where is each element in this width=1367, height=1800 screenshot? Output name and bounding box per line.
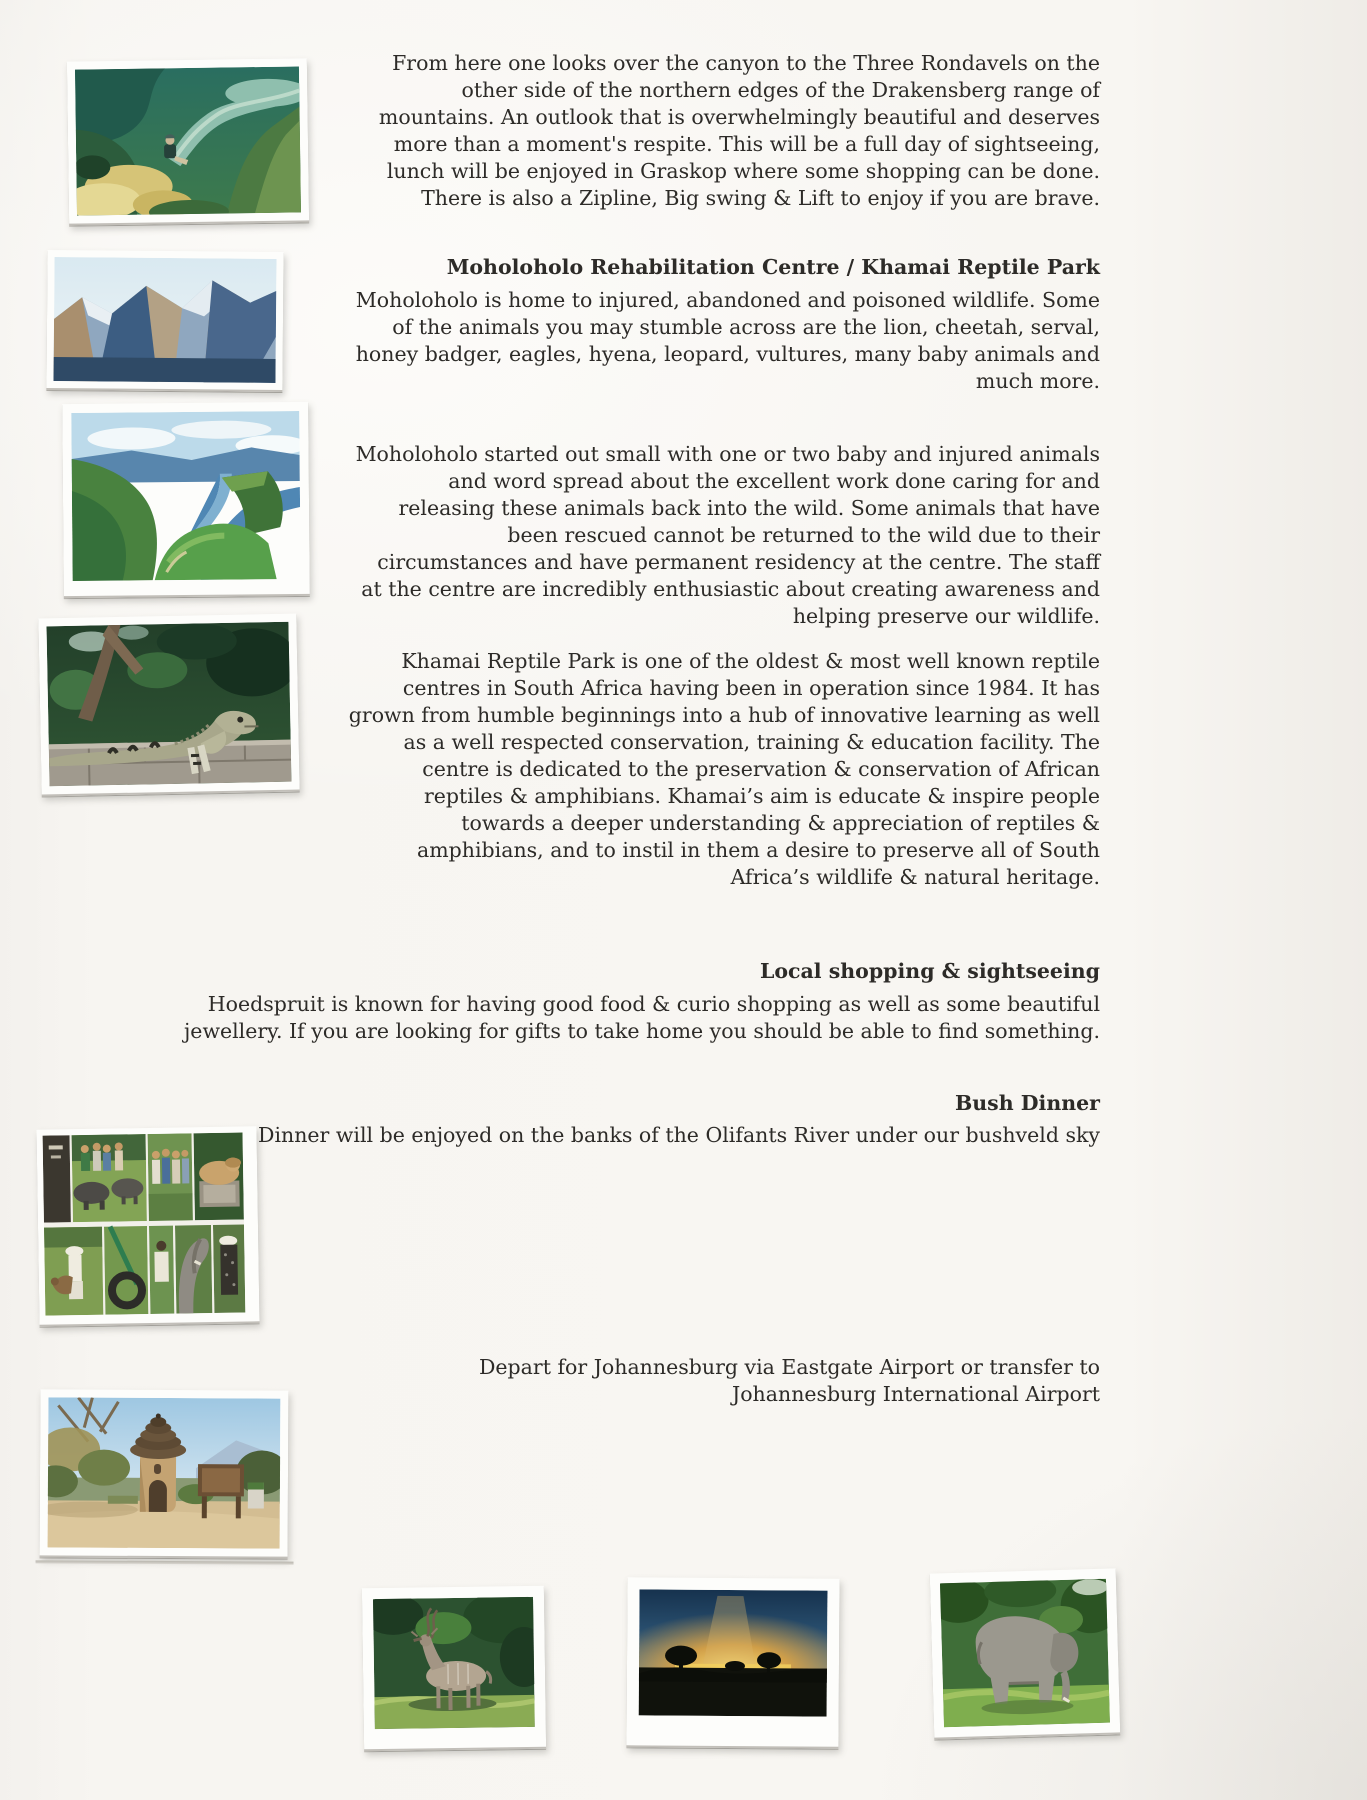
moholoholo-paragraph-1: Moholoholo is home to injured, abandoned and poisoned wildlife. Some of the animals you may stumble across are the lion, cheetah, serval, honey badger, eagles, hyena, leopard, vultures, many baby animals and much more. <box>355 288 1100 393</box>
sunset-illustration <box>639 1589 828 1716</box>
iguana-illustration <box>46 622 291 787</box>
intro-paragraph: From here one looks over the canyon to the Three Rondavels on the other side of the northern edges of the Drakensberg range of mountains. An outlook that is overwhelmingly beautiful and deserves more than a moment's respite. This will be a full day of sightseeing, lunch will be enjoyed in Graskop where some shopping can be done. There is also a Zipline, Big swing & Lift to enjoy if you are brave. <box>378 51 1100 210</box>
kudu-photo <box>362 1586 546 1752</box>
moholoholo-heading: Moholoholo Rehabilitation Centre / Khamai Reptile Park <box>446 255 1100 279</box>
canyon-overlook-illustration <box>75 66 301 215</box>
canyon-overlook-photo <box>67 58 309 225</box>
canyon-cliffs-illustration <box>53 257 276 383</box>
iguana-photo <box>38 614 299 797</box>
elephant-illustration <box>940 1579 1110 1728</box>
rehab-collage-illustration <box>43 1133 246 1316</box>
bush-dinner-paragraph: Dinner will be enjoyed on the banks of the Olifants River under our bushveld sky <box>258 1123 1100 1147</box>
entrance-tower-photo <box>40 1389 289 1558</box>
khamai-paragraph: Khamai Reptile Park is one of the oldest & most well known reptile centres in South Africa having been in operation since 1984. It has grown from humble beginnings into a hub of innovative learning as well as a well respected conservation, training & education facility. The centre is dedicated to the preservation & conservation of African reptiles & amphibians. Khamai’s aim is educate & inspire people towards a deeper understanding & appreciation of reptiles & amphibians, and to instil in them a desire to preserve all of South Africa’s wildlife & natural heritage. <box>348 649 1100 889</box>
elephant-photo <box>930 1568 1121 1739</box>
kudu-illustration <box>373 1597 535 1729</box>
shopping-paragraph: Hoedspruit is known for having good food & curio shopping as well as some beautiful jewellery. If you are looking for gifts to take home you should be able to find something. <box>183 992 1100 1043</box>
moholoholo-paragraph-2: Moholoholo started out small with one or two baby and injured animals and word spread about the excellent work done caring for and releasing these animals back into the wild. Some animals that have been rescued cannot be returned to the wild due to their circumstances and have permanent residency at the centre. The staff at the centre are incredibly enthusiastic about creating awareness and helping preserve our wildlife. <box>355 442 1100 628</box>
shopping-heading: Local shopping & sightseeing <box>759 959 1100 983</box>
depart-paragraph: Depart for Johannesburg via Eastgate Airport or transfer to Johannesburg International Airport <box>478 1355 1100 1406</box>
canyon-river-illustration <box>71 411 300 581</box>
entrance-tower-illustration <box>48 1397 281 1548</box>
rehab-collage-photo <box>36 1126 259 1326</box>
canyon-river-photo <box>62 402 310 598</box>
canyon-cliffs-photo <box>46 250 283 392</box>
bush-dinner-heading: Bush Dinner <box>954 1091 1100 1115</box>
sunset-photo <box>626 1577 839 1748</box>
